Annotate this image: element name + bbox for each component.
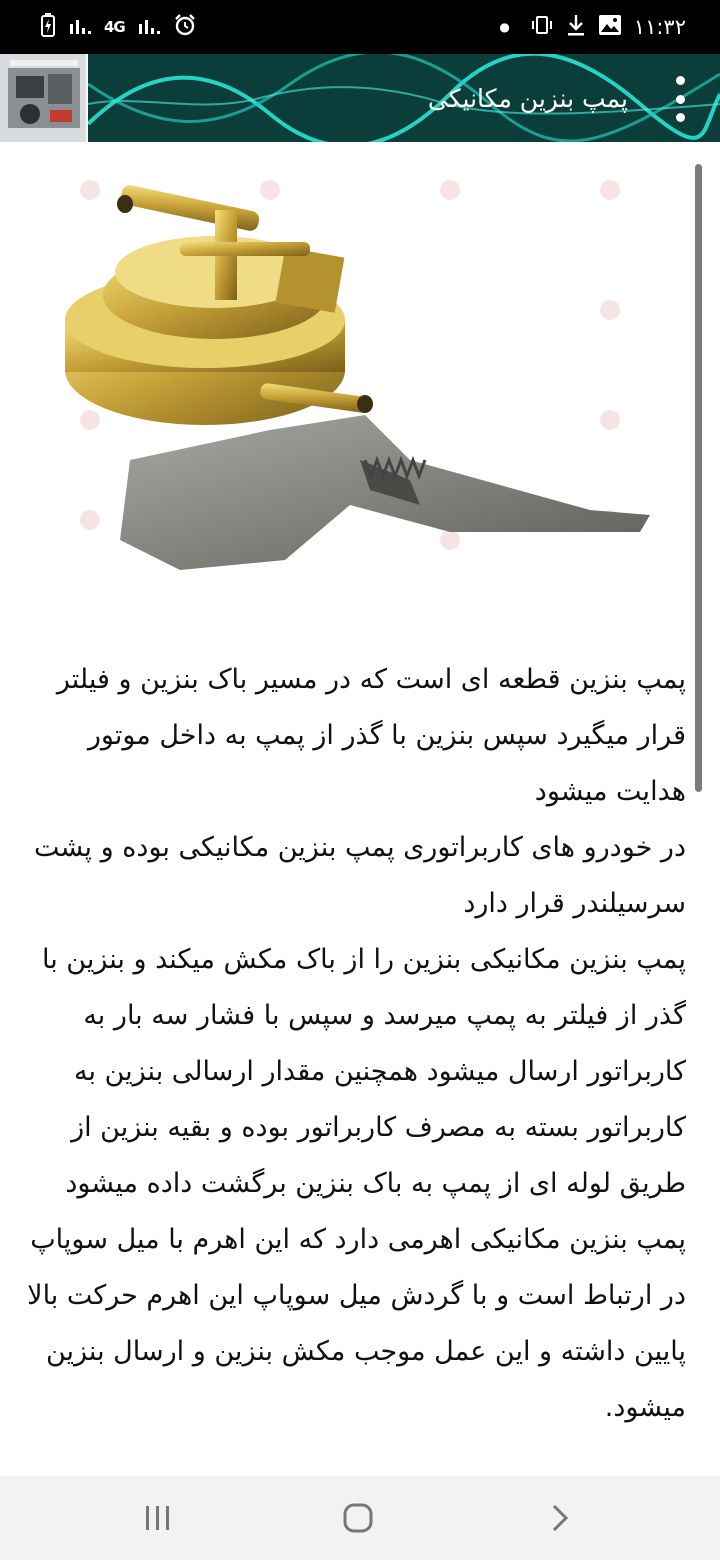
- vibrate-icon: [530, 13, 554, 41]
- network-type-label: 4G: [104, 18, 125, 36]
- article-body: [24, 652, 686, 1436]
- battery-charging-icon: [40, 13, 56, 41]
- content-area[interactable]: [0, 142, 720, 1476]
- download-icon: [566, 13, 586, 41]
- scrollbar[interactable]: [695, 164, 702, 792]
- article-paragraph: در خودرو های کاربراتوری پمپ بنزین مکانیکی بوده و پشت سرسیلندر قرار دارد: [33, 832, 686, 919]
- more-vert-icon[interactable]: [668, 76, 692, 122]
- article-paragraph: پمپ بنزین قطعه ای است که در مسیر باک بنزین و فیلتر قرار میگیرد سپس بنزین با گذر از پمپ به داخل موتور هدایت میشود: [56, 664, 686, 807]
- engine-thumbnail[interactable]: [0, 54, 88, 142]
- status-bar: [0, 0, 720, 54]
- home-icon[interactable]: [328, 1498, 388, 1538]
- app-bar: [0, 54, 720, 142]
- article-paragraph: پمپ بنزین مکانیکی اهرمی دارد که این اهرم با میل سوپاپ در ارتباط است و با گردش میل سوپاپ این اهرم حرکت بالا پایین داشته و این عمل موجب مکش بنزین و ارسال بنزین میشود.: [27, 1224, 686, 1423]
- status-bar-right: [499, 13, 686, 41]
- page-title: پمپ بنزین مکانیکی: [427, 84, 628, 113]
- dot-icon: ●: [499, 20, 510, 34]
- back-icon[interactable]: [530, 1498, 590, 1538]
- status-bar-left: [40, 13, 197, 41]
- clock: ۱۱:۳۲: [633, 15, 686, 39]
- navigation-bar: [0, 1476, 720, 1560]
- signal-icon: [137, 14, 161, 40]
- mechanical-fuel-pump-image: [30, 160, 670, 620]
- signal-icon: [68, 14, 92, 40]
- article-paragraph: پمپ بنزین مکانیکی بنزین را از باک مکش میکند و بنزین با گذر از فیلتر به پمپ میرسد و سپس با فشار سه بار به کاربراتور ارسال میشود همچنین مقدار ارسالی بنزین به کاربراتور بسته به مصرف کاربراتور بوده و بقیه بنزین از طریق لوله ای از پمپ به باک بنزین برگشت داده میشود: [41, 944, 686, 1199]
- recents-icon[interactable]: [128, 1498, 188, 1538]
- image-icon: [598, 14, 622, 40]
- alarm-icon: [173, 13, 197, 41]
